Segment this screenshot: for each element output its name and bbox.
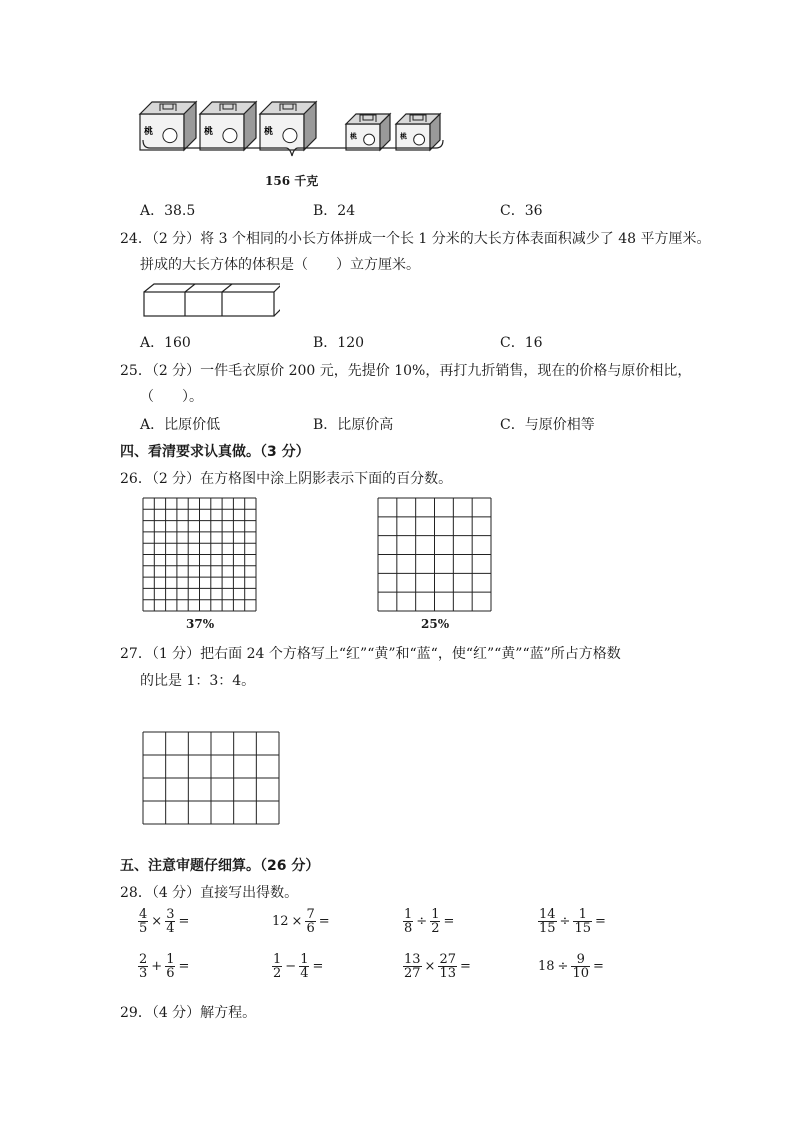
q24-option-c: C．16	[500, 335, 543, 351]
calc-expression	[138, 908, 192, 935]
equals-sign: =	[443, 914, 455, 929]
cuboids-figure	[140, 282, 280, 322]
peach-box-label: 桃	[144, 126, 154, 137]
total-weight-label: 156 千克	[265, 174, 319, 188]
equals-sign: =	[460, 959, 471, 974]
section-4-title: 四、看清要求认真做。（3 分）	[120, 444, 310, 460]
q26-text-line1: 26．（2 分）在方格图中涂上阴影表示下面的百分数。	[120, 471, 453, 487]
equals-sign: =	[595, 914, 606, 929]
peach-box-label: 桃	[264, 126, 274, 137]
q24-text-line1: 24．（2 分）将 3 个相同的小长方体拼成一个长 1 分米的大长方体表面积减少了 48 平方厘米。	[120, 231, 711, 247]
operand-fraction: $\frac{1}{15}$	[574, 907, 591, 936]
operand-whole: 18	[538, 959, 555, 974]
peach-box-label: 桃	[400, 132, 407, 141]
equals-sign: =	[178, 959, 190, 974]
equals-sign: =	[312, 959, 324, 974]
peach-box-label: 桃	[350, 132, 357, 141]
calc-expression	[538, 953, 607, 980]
peach-box-label: 桃	[204, 126, 214, 137]
calc-expression	[403, 908, 457, 935]
operand-fraction: $\frac{9}{10}$	[572, 952, 589, 981]
equals-sign: =	[318, 914, 330, 929]
q27-text-line2: 的比是 1：3：4。	[140, 673, 256, 689]
calc-expression	[138, 953, 192, 980]
q28-text-line1: 28．（4 分）直接写出得数。	[120, 885, 299, 901]
operand-fraction: $\frac{1}{6}$	[166, 952, 175, 981]
operator: ×	[291, 914, 303, 929]
calc-expression	[272, 908, 333, 935]
q27-text-line1: 27．（1 分）把右面 24 个方格写上“红”“黄”和“蓝“，使“红”“黄”“蓝”所占方格数	[120, 646, 621, 662]
operand-fraction: $\frac{1}{4}$	[300, 952, 309, 981]
equals-sign: =	[593, 959, 604, 974]
operand-fraction: $\frac{3}{4}$	[166, 907, 175, 936]
operand-fraction: $\frac{2}{3}$	[139, 952, 148, 981]
operator: ×	[151, 914, 163, 929]
q24-option-a: A．160	[140, 335, 191, 351]
operand-fraction: $\frac{1}{2}$	[273, 952, 282, 981]
operator: ÷	[559, 914, 571, 929]
peach-box	[260, 102, 316, 150]
calc-expression	[538, 908, 609, 935]
operator: ×	[424, 959, 436, 974]
equals-sign: =	[178, 914, 190, 929]
operand-fraction: $\frac{27}{13}$	[439, 952, 456, 981]
grid-6x4	[142, 731, 282, 827]
q25-option-a: A．比原价低	[140, 417, 221, 433]
calc-expression	[403, 953, 474, 980]
q24-text-line2: 拼成的大长方体的体积是（ ）立方厘米。	[140, 257, 420, 273]
peach-box	[140, 102, 196, 150]
section-5-title: 五、注意审题仔细算。（26 分）	[120, 858, 320, 874]
q24-option-b: B．120	[313, 335, 365, 351]
operand-fraction: $\frac{14}{15}$	[539, 907, 556, 936]
peach-box	[200, 102, 256, 150]
q25-option-b: B．比原价高	[313, 417, 394, 433]
operator: −	[285, 959, 297, 974]
operand-whole: 12	[272, 914, 289, 929]
operator: ÷	[416, 914, 428, 929]
q23-option-a: A．38.5	[140, 203, 196, 219]
operand-fraction: $\frac{4}{5}$	[139, 907, 148, 936]
operand-fraction: $\frac{1}{8}$	[404, 907, 413, 936]
calc-expression	[272, 953, 326, 980]
operand-fraction: $\frac{13}{27}$	[404, 952, 421, 981]
peach-box	[396, 114, 440, 150]
grid1-percent-label: 37%	[186, 617, 215, 631]
q23-option-b: B．24	[313, 203, 356, 219]
grid-6x6	[377, 497, 493, 613]
operand-fraction: $\frac{1}{2}$	[431, 907, 440, 936]
operator: ÷	[557, 959, 569, 974]
grid2-percent-label: 25%	[421, 617, 450, 631]
q25-text-line1: 25．（2 分）一件毛衣原价 200 元，先提价 10%，再打九折销售，现在的价格与原价相比，	[120, 363, 692, 379]
q25-text-line2: （ ）。	[140, 389, 203, 405]
operand-fraction: $\frac{7}{6}$	[306, 907, 315, 936]
q25-option-c: C．与原价相等	[500, 417, 595, 433]
q29-text-line1: 29．（4 分）解方程。	[120, 1005, 257, 1021]
grid-10x10	[142, 497, 258, 613]
q23-option-c: C．36	[500, 203, 543, 219]
peach-box	[346, 114, 390, 150]
operator: +	[151, 959, 163, 974]
